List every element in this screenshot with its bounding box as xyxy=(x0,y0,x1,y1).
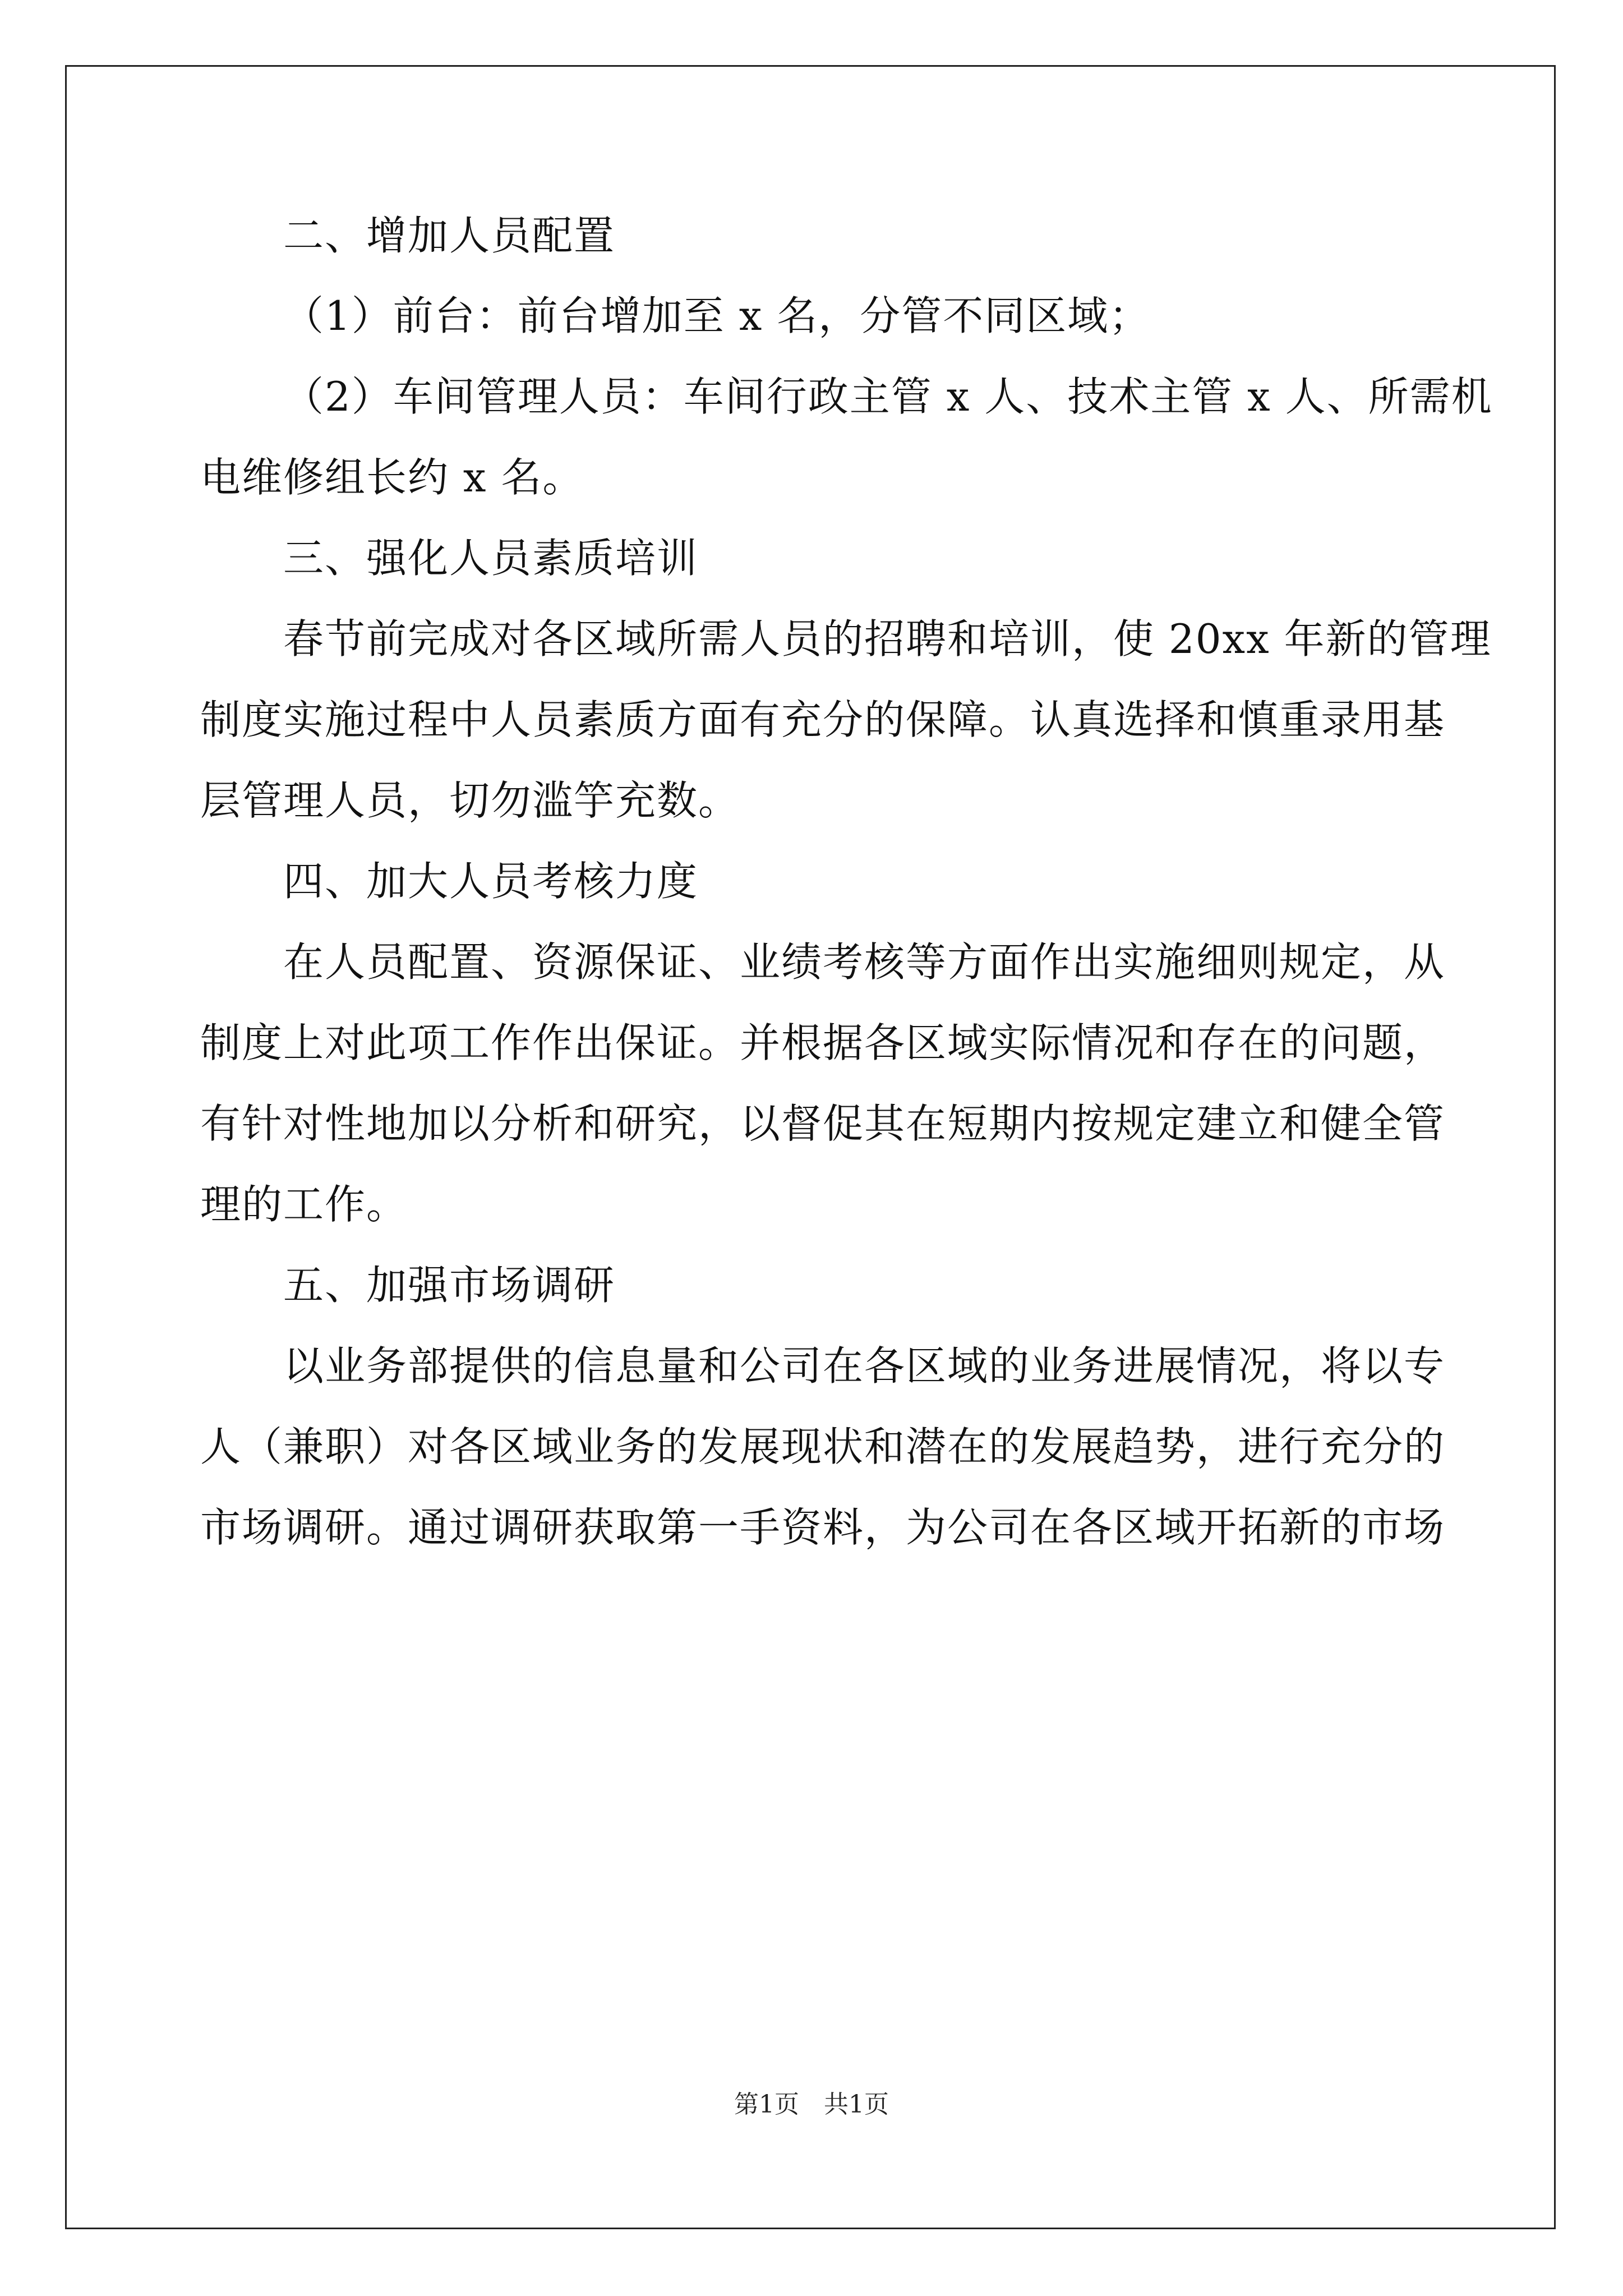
paragraph-line: 市场调研。通过调研获取第一手资料，为公司在各区域开拓新的市场 xyxy=(200,1504,1446,1551)
paragraph-line: 电维修组长约 x 名。 xyxy=(200,454,584,501)
paragraph-line: 理的工作。 xyxy=(200,1181,408,1228)
section-heading-4: 四、加大人员考核力度 xyxy=(283,858,699,905)
paragraph-line: 在人员配置、资源保证、业绩考核等方面作出实施细则规定，从 xyxy=(283,938,1446,986)
paragraph-line: 层管理人员，切勿滥竽充数。 xyxy=(200,777,740,824)
paragraph-line: 春节前完成对各区域所需人员的招聘和培训，使 20xx 年新的管理 xyxy=(283,615,1492,662)
list-item-reception: （1）前台：前台增加至 x 名，分管不同区域； xyxy=(283,292,1151,339)
section-heading-3: 三、强化人员素质培训 xyxy=(283,535,699,582)
paragraph-line: 有针对性地加以分析和研究，以督促其在短期内按规定建立和健全管 xyxy=(200,1100,1446,1147)
paragraph-line: 制度实施过程中人员素质方面有充分的保障。认真选择和慎重录用基 xyxy=(200,696,1446,743)
list-item-workshop-staff: （2）车间管理人员：车间行政主管 x 人、技术主管 x 人、所需机 xyxy=(283,373,1493,420)
paragraph-line: 以业务部提供的信息量和公司在各区域的业务进展情况，将以专 xyxy=(283,1342,1446,1389)
section-heading-2: 二、增加人员配置 xyxy=(283,212,616,259)
paragraph-line: 人（兼职）对各区域业务的发展现状和潜在的发展趋势，进行充分的 xyxy=(200,1423,1446,1470)
page-number-footer: 第1页 共1页 xyxy=(734,2090,889,2119)
section-heading-5: 五、加强市场调研 xyxy=(283,1262,616,1309)
paragraph-line: 制度上对此项工作作出保证。并根据各区域实际情况和存在的问题， xyxy=(200,1019,1446,1066)
